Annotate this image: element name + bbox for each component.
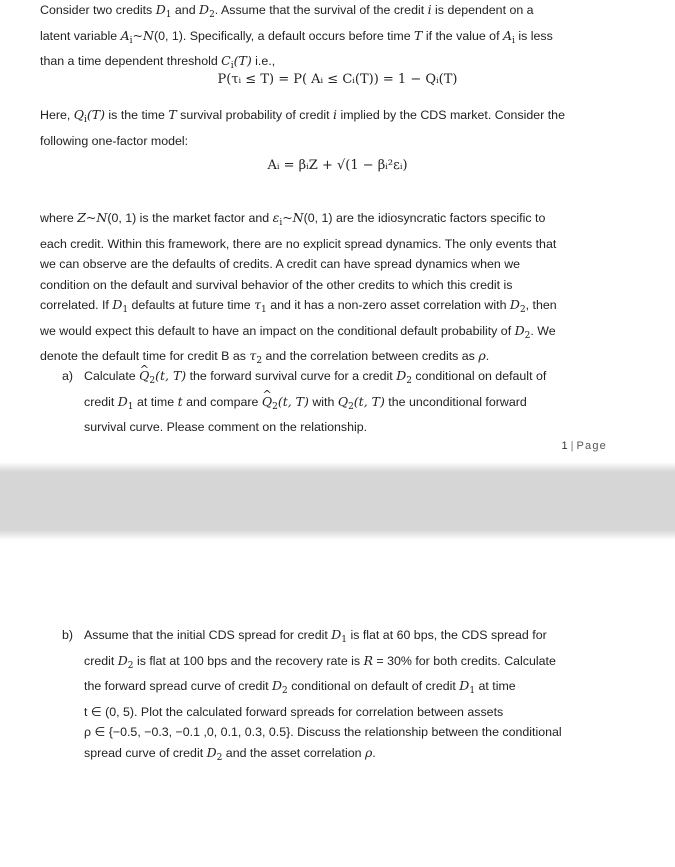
question-b-line-1: Assume that the initial CDS spread for credit $D_1$ is flat at 60 bps, the CDS spread for xyxy=(84,627,547,646)
question-b xyxy=(62,625,624,769)
intro-paragraph xyxy=(40,0,635,77)
page-gap-bottom-shadow xyxy=(0,530,675,540)
question-b-label: b) xyxy=(62,628,74,642)
question-b-line-5: ρ ∈ {−0.5, −0.3, −0.1 ,0, 0.1, 0.3, 0.5}. Discuss the relationship between the conditional xyxy=(84,725,562,740)
page-number: 1 xyxy=(561,440,568,452)
model-line-5: correlated. If $D_1$ defaults at future time $\tau_1$ and it has a non-zero asset correlation with $D_2$, then xyxy=(40,297,557,316)
model-line-7: denote the default time for credit B as $\tau_2$ and the correlation between credits as ρ. xyxy=(40,348,490,367)
model-line-4: condition on the default and survival behavior of the other credits to which this credit is xyxy=(40,277,513,292)
footer-separator: | xyxy=(570,440,574,452)
question-b-line-6: spread curve of credit $D_2$ and the asset correlation ρ. xyxy=(84,744,376,764)
intro-line-3: than a time dependent threshold $C_i(T)$ i.e., xyxy=(40,53,276,72)
equation-default-probability: P(τᵢ ≤ T) = P( Aᵢ ≤ Cᵢ(T)) = 1 − Qᵢ(T) xyxy=(217,72,458,87)
question-a-line-1: Calculate ^ $Q_2(t$, T) the forward survival curve for a credit $D_2$ conditional on default of xyxy=(84,366,624,392)
question-a-label: a) xyxy=(62,369,74,383)
model-line-1: where Z~N(0, 1) is the market factor and $\varepsilon_i\sim N(0$, 1) are the idiosyncratic factors specific to xyxy=(40,210,546,229)
page-footer xyxy=(562,440,607,452)
paragraph-survival xyxy=(40,105,635,151)
intro-line-1: Consider two credits $D_1$ and $D_2$. Assume that the survival of the credit i is dependent on a xyxy=(40,2,534,21)
question-a xyxy=(62,366,624,438)
model-line-2: each credit. Within this framework, there are no explicit spread dynamics. The only events that xyxy=(40,236,557,251)
question-b-line-3: the forward spread curve of credit $D_2$ conditional on default of credit $D_1$ at time xyxy=(84,678,516,697)
page-gap-top-shadow xyxy=(0,462,675,472)
equation-one-factor-model: Aᵢ = βᵢZ + √(1 − βᵢ²εᵢ) xyxy=(267,158,408,173)
model-line-3: we can observe are the defaults of credits. A credit can have spread dynamics when we xyxy=(40,257,521,272)
question-a-line-3: survival curve. Please comment on the relationship. xyxy=(84,420,368,435)
page-gap xyxy=(0,462,675,540)
question-b-line-2: credit $D_2$ is flat at 100 bps and the recovery rate is R = 30% for both credits. Calculate xyxy=(84,652,556,671)
intro-line-2: latent variable $A_i\sim N(0$, 1). Specifically, a default occurs before time T if the value of $A_i$ is less xyxy=(40,27,553,46)
question-a-line-2: credit $D_1$ at time t and compare ^ $Q_2(t$, T) with $Q_2(t$, T) the unconditional forward xyxy=(84,392,624,418)
model-line-6: we would expect this default to have an impact on the conditional default probability of $D_2$. We xyxy=(40,322,556,341)
paragraph-model-description xyxy=(40,208,635,372)
page-label: Page xyxy=(576,440,607,452)
survival-line-2: following one-factor model: xyxy=(40,133,189,148)
question-b-line-4: t ∈ (0, 5). Plot the calculated forward spreads for correlation between assets xyxy=(84,704,504,719)
survival-line-1: Here, $Q_i(T)$ is the time T survival probability of credit i implied by the CDS market. Consider the xyxy=(40,107,565,126)
page-2 xyxy=(0,540,675,867)
